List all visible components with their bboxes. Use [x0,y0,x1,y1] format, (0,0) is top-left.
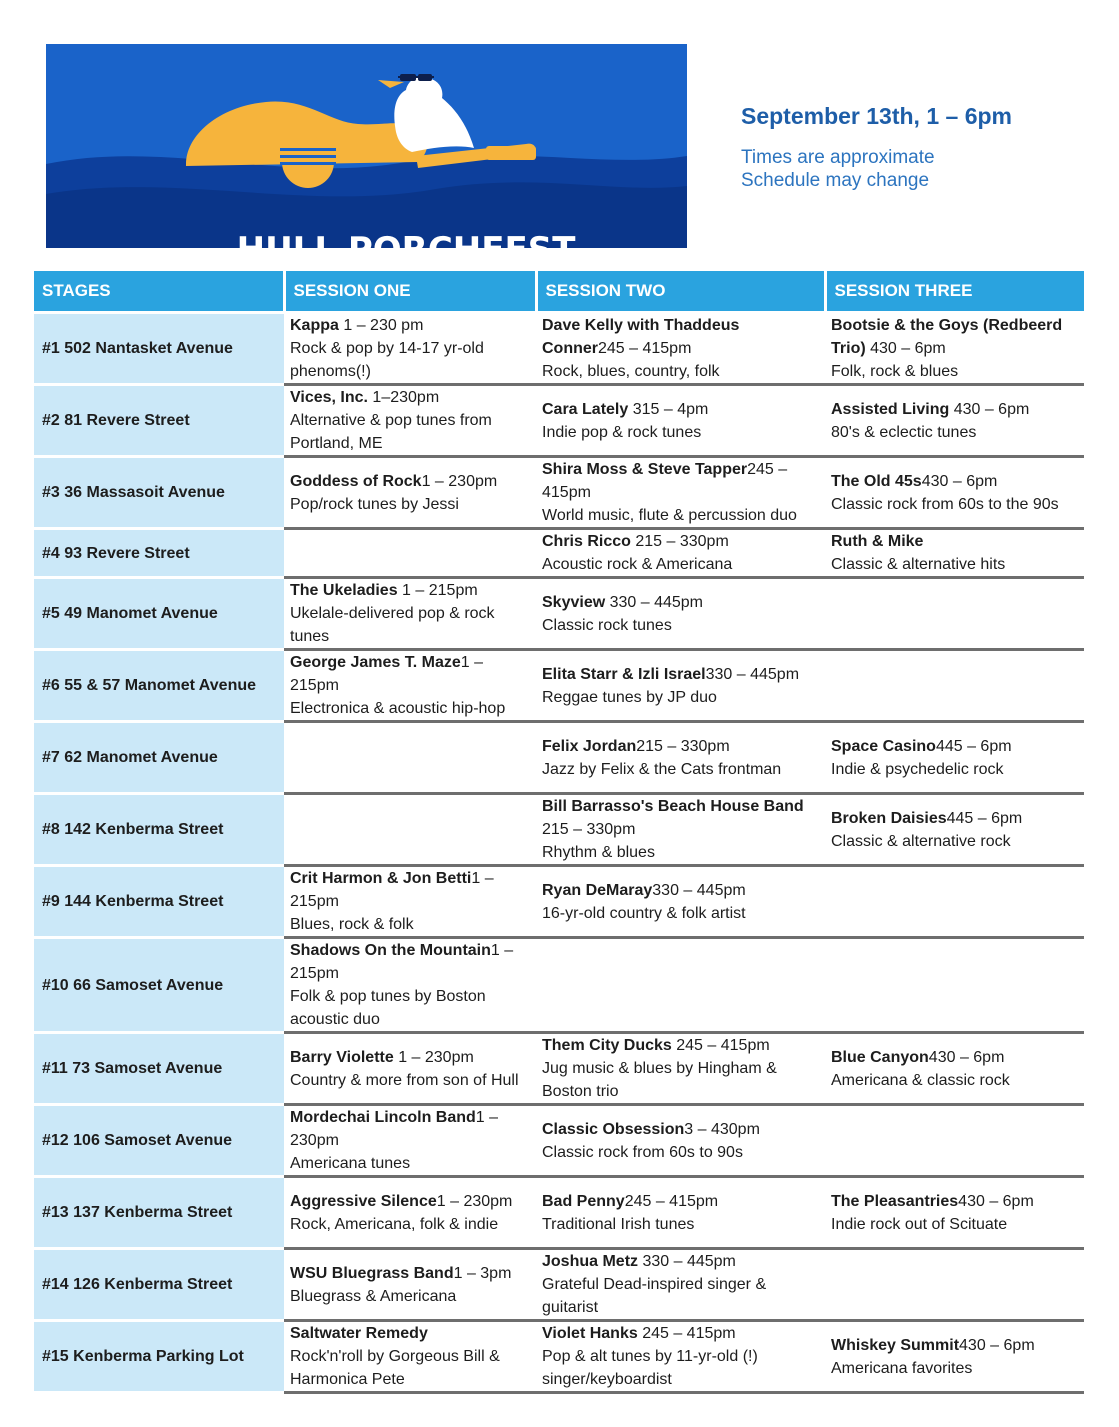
session-cell [284,938,536,1033]
session-cell [536,1321,825,1393]
session-cell [536,578,825,650]
act-line [290,867,530,913]
table-row [34,1321,1084,1393]
act-time: 1 – 215pm [397,582,478,599]
act-name: Aggressive Silence [290,1192,437,1210]
act-name: Dave Kelly with Thaddeus Conner [542,317,740,357]
header-session-two: SESSION TWO [536,271,825,313]
act-time: 215 – 330pm [636,737,730,755]
header-session-one: SESSION ONE [284,271,536,313]
act-line [831,398,1078,421]
session-cell [825,866,1084,938]
act-description: Indie rock out of Scituate [831,1215,1008,1233]
session-cell [825,1321,1084,1393]
event-info [741,103,1012,192]
session-cell [536,650,825,722]
act-line [542,1118,819,1141]
session-cell [284,1249,536,1321]
act-time: 430 – 6pm [921,472,998,490]
table-row [34,313,1084,385]
session-cell [825,457,1084,529]
act-description: Rhythm & blues [542,844,655,861]
act-name: Kappa [290,317,339,334]
session-cell [284,457,536,529]
stage-cell: #13 137 Kenberma Street [34,1177,284,1249]
act-line [831,1190,1078,1213]
stage-cell: #15 Kenberma Parking Lot [34,1321,284,1393]
act-description: Pop & alt tunes by 11-yr-old (!) singer/keyboardist [542,1348,758,1388]
table-row [34,1033,1084,1105]
session-cell [536,385,825,457]
act-line [831,807,1078,830]
act-time: 1 – 230 pm [338,317,424,334]
act-time: 445 – 6pm [946,809,1023,827]
act-line [831,1334,1078,1357]
session-cell [284,1177,536,1249]
act-time: 215 – 330pm [542,821,636,838]
act-line [290,1046,530,1069]
table-row [34,938,1084,1033]
session-cell [825,313,1084,385]
act-name: Ruth & Mike [831,533,924,550]
act-description: Folk & pop tunes by Boston acoustic duo [290,988,486,1028]
act-name: Chris Ricco [542,533,631,550]
table-row [34,457,1084,529]
session-cell [825,578,1084,650]
table-row [34,722,1084,794]
act-description: Grateful Dead-inspired singer & guitarist [542,1276,767,1316]
act-name: Whiskey Summit [831,1336,960,1354]
act-time: 430 – 6pm [865,340,946,357]
act-line [290,470,530,493]
stage-cell: #1 502 Nantasket Avenue [34,313,284,385]
session-cell [536,794,825,866]
stage-cell: #11 73 Samoset Avenue [34,1033,284,1105]
banner-title: HULL PORCHFEST [236,230,576,270]
act-name: The Pleasantries [831,1192,959,1210]
session-cell [284,866,536,938]
act-line [542,1250,819,1273]
act-time: 1 – 3pm [453,1264,512,1282]
act-name: The Old 45s [831,472,922,490]
act-name: Cara Lately [542,400,629,418]
porchfest-banner [46,44,687,270]
table-row [34,650,1084,722]
act-line [542,795,819,841]
table-row [34,385,1084,457]
table-row [34,529,1084,578]
act-time: 1 – 215pm [290,942,514,982]
act-name: Ryan DeMaray [542,881,653,899]
act-line [290,1262,530,1285]
act-description: Americana favorites [831,1359,973,1377]
act-description: Rock, Americana, folk & indie [290,1215,499,1233]
act-time: 430 – 6pm [958,1192,1034,1210]
act-description: Indie & psychedelic rock [831,760,1004,778]
act-name: Classic Obsession [542,1120,685,1138]
act-time: 330 – 445pm [638,1253,736,1270]
table-row [34,1249,1084,1321]
session-cell [536,529,825,578]
session-cell [284,1105,536,1177]
act-description: Acoustic rock & Americana [542,556,733,573]
act-line [290,651,530,697]
act-name: WSU Bluegrass Band [290,1264,454,1282]
session-cell [825,650,1084,722]
act-description: Jug music & blues by Hingham & Boston trio [542,1060,777,1100]
header-row [34,271,1084,313]
act-description: Blues, rock & folk [290,916,414,933]
session-cell [825,1105,1084,1177]
act-time: 245 – 415pm [671,1037,770,1054]
act-time: 1 – 230pm [290,1109,499,1149]
act-time: 1 – 230pm [393,1048,474,1066]
act-line [542,1034,819,1057]
act-description: Classic rock tunes [542,616,672,634]
act-line [290,1106,530,1152]
act-name: Saltwater Remedy [290,1325,428,1342]
header-stages: STAGES [34,271,284,313]
session-cell [825,722,1084,794]
act-description: Classic & alternative hits [831,556,1006,573]
session-cell [536,1177,825,1249]
session-cell [536,1249,825,1321]
act-line [542,530,819,553]
act-description: Electronica & acoustic hip-hop [290,700,506,717]
act-name: Bill Barrasso's Beach House Band [542,798,804,815]
act-description: 16-yr-old country & folk artist [542,904,746,922]
session-cell [536,938,825,1033]
session-cell [284,650,536,722]
act-time: 315 – 4pm [628,400,709,418]
act-name: Elita Starr & Izli Israel [542,665,706,683]
act-line [831,735,1078,758]
header-session-three: SESSION THREE [825,271,1084,313]
act-name: Mordechai Lincoln Band [290,1109,476,1126]
act-description: Americana tunes [290,1155,411,1172]
stage-cell: #6 55 & 57 Manomet Avenue [34,650,284,722]
act-name: Barry Violette [290,1048,394,1066]
act-description: Alternative & pop tunes from Portland, ME [290,412,492,452]
act-name: Shadows On the Mountain [290,942,491,959]
session-cell [825,529,1084,578]
session-cell [284,1033,536,1105]
session-cell [284,1321,536,1393]
act-description: Ukelale-delivered pop & rock tunes [290,605,495,645]
act-name: Violet Hanks [542,1325,638,1342]
table-row [34,1105,1084,1177]
act-line [290,1190,530,1213]
table-row [34,1177,1084,1249]
act-time: 1–230pm [367,389,440,406]
act-name: The Ukeladies [290,582,398,599]
stage-cell: #3 36 Massasoit Avenue [34,457,284,529]
stage-cell: #12 106 Samoset Avenue [34,1105,284,1177]
act-name: Broken Daisies [831,809,947,827]
session-cell [825,938,1084,1033]
act-description: Rock, blues, country, folk [542,363,720,380]
act-name: Shira Moss & Steve Tapper [542,461,748,478]
stage-cell: #4 93 Revere Street [34,529,284,578]
table-row [34,794,1084,866]
session-cell [284,722,536,794]
act-line [831,530,1078,553]
stage-cell: #14 126 Kenberma Street [34,1249,284,1321]
act-description: Classic rock from 60s to 90s [542,1143,743,1161]
stage-cell: #2 81 Revere Street [34,385,284,457]
act-description: Americana & classic rock [831,1071,1010,1089]
stage-cell: #9 144 Kenberma Street [34,866,284,938]
session-cell [536,1033,825,1105]
stage-cell: #10 66 Samoset Avenue [34,938,284,1033]
act-line [542,1190,819,1213]
act-line [542,591,819,614]
act-time: 245 – 415pm [637,1325,736,1342]
session-cell [825,1033,1084,1105]
act-line [542,314,819,360]
schedule-table [34,271,1084,1394]
act-time: 445 – 6pm [935,737,1012,755]
act-line [290,1322,530,1345]
act-name: Assisted Living [831,400,950,418]
session-cell [825,1177,1084,1249]
act-time: 430 – 6pm [949,400,1030,418]
act-line [831,470,1078,493]
act-name: George James T. Maze [290,654,461,671]
act-description: Country & more from son of Hull [290,1071,519,1089]
act-name: Goddess of Rock [290,472,422,490]
act-description: Classic rock from 60s to the 90s [831,495,1059,513]
act-time: 330 – 445pm [652,881,746,899]
act-line [831,314,1078,360]
act-line [831,1046,1078,1069]
act-time: 1 – 230pm [421,472,498,490]
act-line [290,314,530,337]
session-cell [536,722,825,794]
session-cell [284,794,536,866]
act-time: 3 – 430pm [684,1120,760,1138]
note-approximate: Times are approximate [741,147,935,168]
guitar-seagull-logo [46,44,687,248]
session-cell [284,578,536,650]
table-row [34,866,1084,938]
session-cell [536,866,825,938]
session-cell [825,794,1084,866]
act-description: Bluegrass & Americana [290,1287,457,1305]
session-cell [825,385,1084,457]
note-may-change: Schedule may change [741,170,930,191]
act-name: Blue Canyon [831,1048,929,1066]
act-time: 430 – 6pm [928,1048,1005,1066]
act-name: Vices, Inc. [290,389,368,406]
act-description: Classic & alternative rock [831,832,1011,850]
act-description: Rock & pop by 14-17 yr-old phenoms(!) [290,340,484,380]
act-description: Reggae tunes by JP duo [542,688,717,706]
session-cell [284,385,536,457]
act-time: 245 – 415pm [542,461,788,501]
session-cell [284,313,536,385]
act-name: Felix Jordan [542,737,637,755]
act-time: 245 – 415pm [624,1192,719,1210]
act-time: 330 – 445pm [705,665,800,683]
act-description: Jazz by Felix & the Cats frontman [542,760,782,778]
act-name: Joshua Metz [542,1253,639,1270]
act-name: Them City Ducks [542,1037,672,1054]
act-line [542,879,819,902]
act-line [542,735,819,758]
act-description: Traditional Irish tunes [542,1215,695,1233]
act-line [290,386,530,409]
act-line [290,579,530,602]
act-line [542,458,819,504]
stage-cell: #5 49 Manomet Avenue [34,578,284,650]
act-description: Pop/rock tunes by Jessi [290,495,459,513]
act-description: Indie pop & rock tunes [542,423,702,441]
act-name: Bad Penny [542,1192,625,1210]
act-name: Crit Harmon & Jon Betti [290,870,472,887]
session-cell [284,529,536,578]
act-description: 80's & eclectic tunes [831,423,977,441]
act-time: 1 – 215pm [290,870,494,910]
act-line [542,663,819,686]
event-date: September 13th, 1 – 6pm [741,103,1012,129]
act-line [542,1322,819,1345]
act-time: 245 – 415pm [598,340,692,357]
act-description: Rock'n'roll by Gorgeous Bill & Harmonica Pete [290,1348,500,1388]
session-cell [536,313,825,385]
act-name: Space Casino [831,737,936,755]
stage-cell: #7 62 Manomet Avenue [34,722,284,794]
act-line [290,939,530,985]
act-time: 1 – 215pm [290,654,483,694]
act-time: 330 – 445pm [605,593,704,611]
act-time: 1 – 230pm [436,1192,513,1210]
act-description: Folk, rock & blues [831,363,959,380]
session-cell [536,1105,825,1177]
act-name: Skyview [542,593,606,611]
act-name: Bootsie & the Goys (Redbeerd Trio) [831,317,1063,357]
act-description: World music, flute & percussion duo [542,507,797,524]
table-row [34,578,1084,650]
stage-cell: #8 142 Kenberma Street [34,794,284,866]
act-time: 430 – 6pm [959,1336,1035,1354]
act-line [542,398,819,421]
session-cell [536,457,825,529]
act-time: 215 – 330pm [630,533,729,550]
session-cell [825,1249,1084,1321]
